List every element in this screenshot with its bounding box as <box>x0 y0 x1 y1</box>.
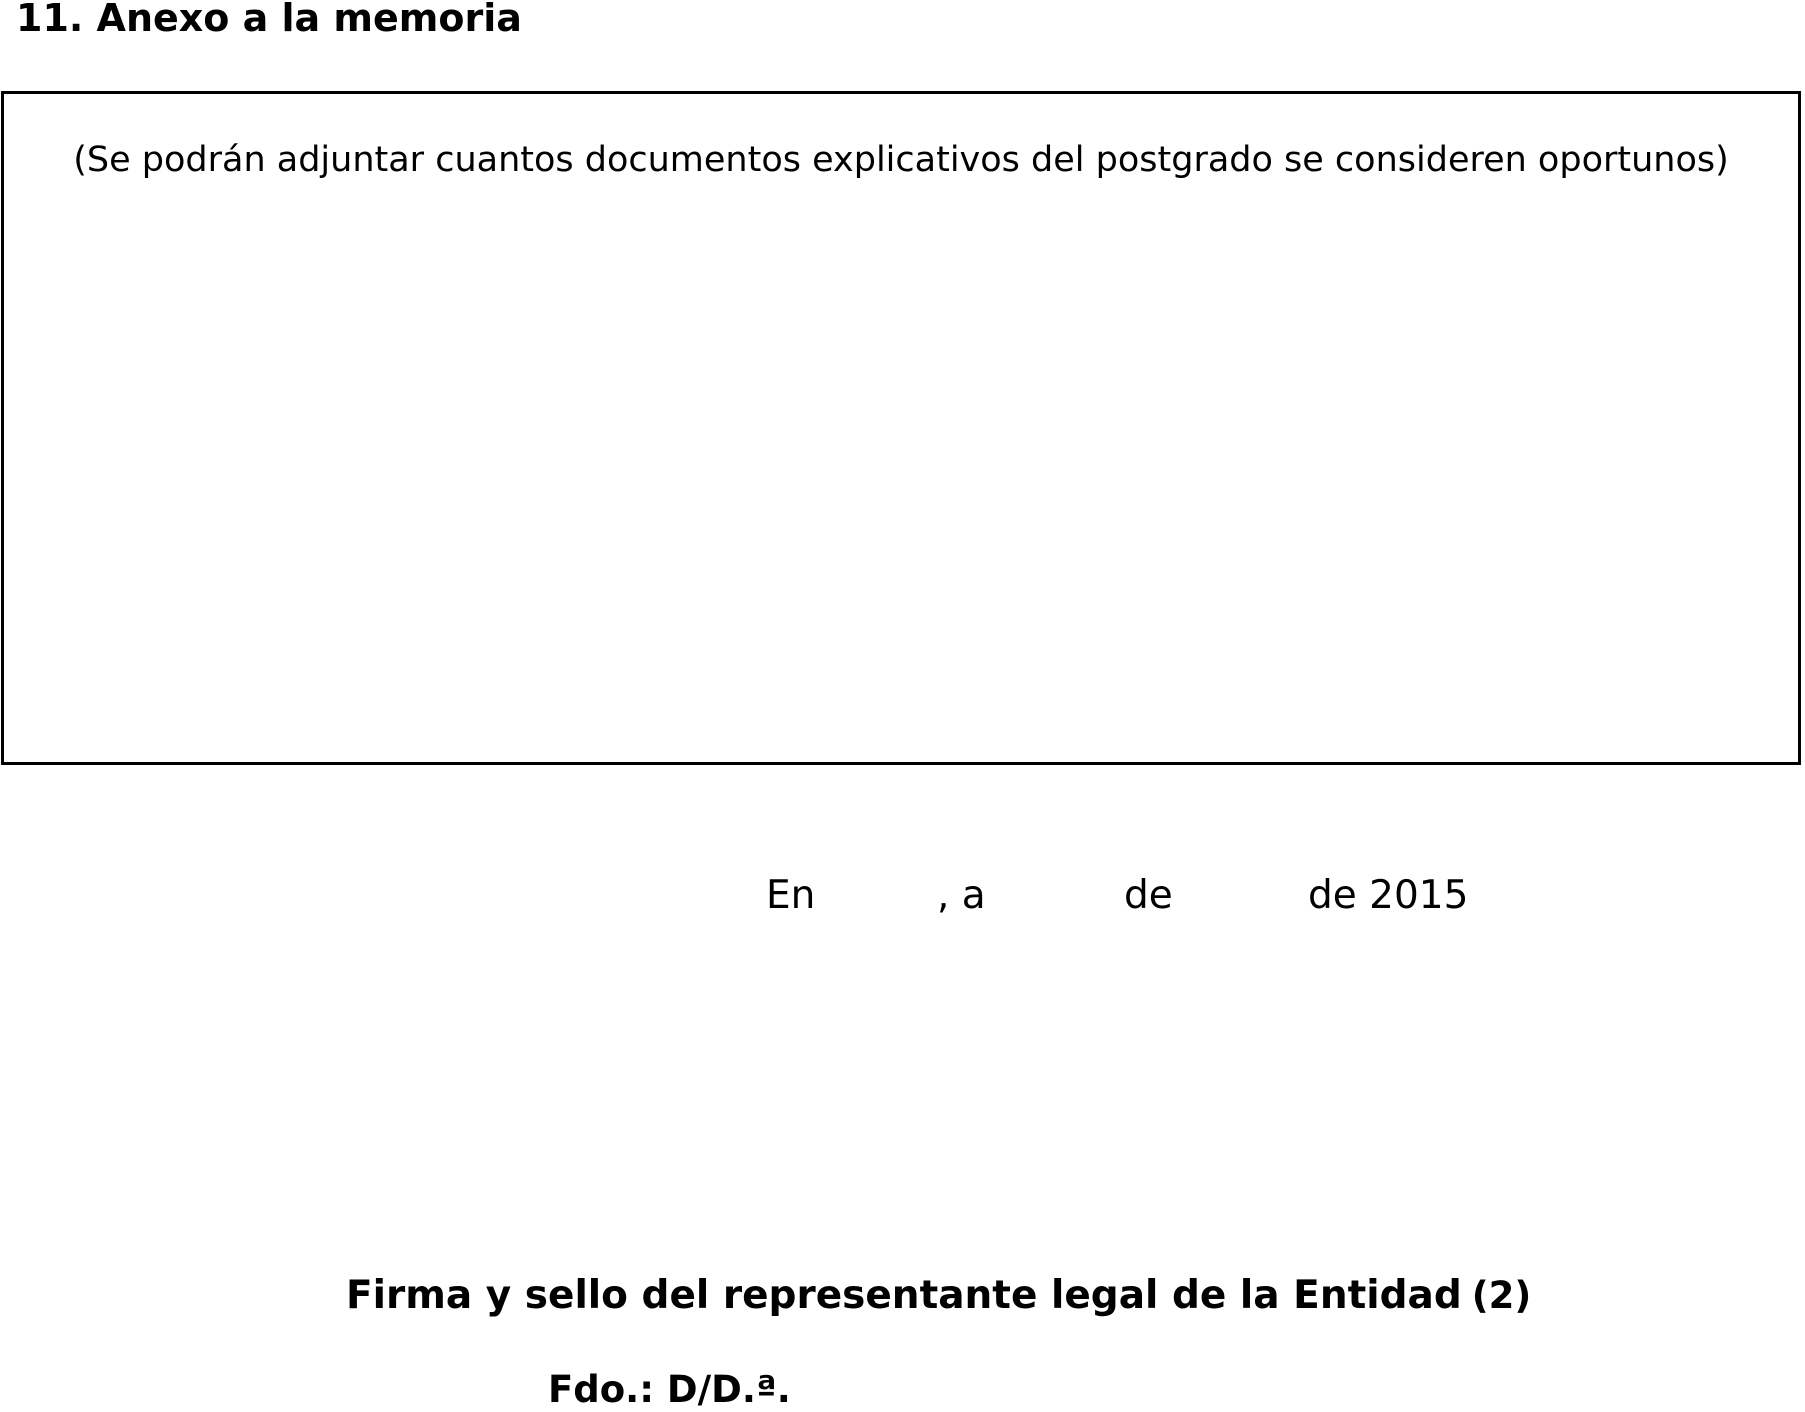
signature-note: (2) <box>1471 1274 1532 1317</box>
annex-box[interactable] <box>1 91 1801 765</box>
signatory-line: Fdo.: D/D.ª. <box>548 1368 791 1411</box>
annex-hint: (Se podrán adjuntar cuantos documentos explicativos del postgrado se consideren oportunos) <box>73 140 1729 180</box>
signature-heading <box>346 1273 1531 1319</box>
date-de-label: de <box>1124 873 1173 918</box>
signature-heading-text: Firma y sello del representante legal de la Entidad <box>346 1273 1462 1318</box>
date-en-label: En <box>766 873 816 918</box>
date-a-label: , a <box>937 873 986 918</box>
date-year-label: de 2015 <box>1308 873 1469 918</box>
section-title: 11. Anexo a la memoria <box>16 0 522 40</box>
